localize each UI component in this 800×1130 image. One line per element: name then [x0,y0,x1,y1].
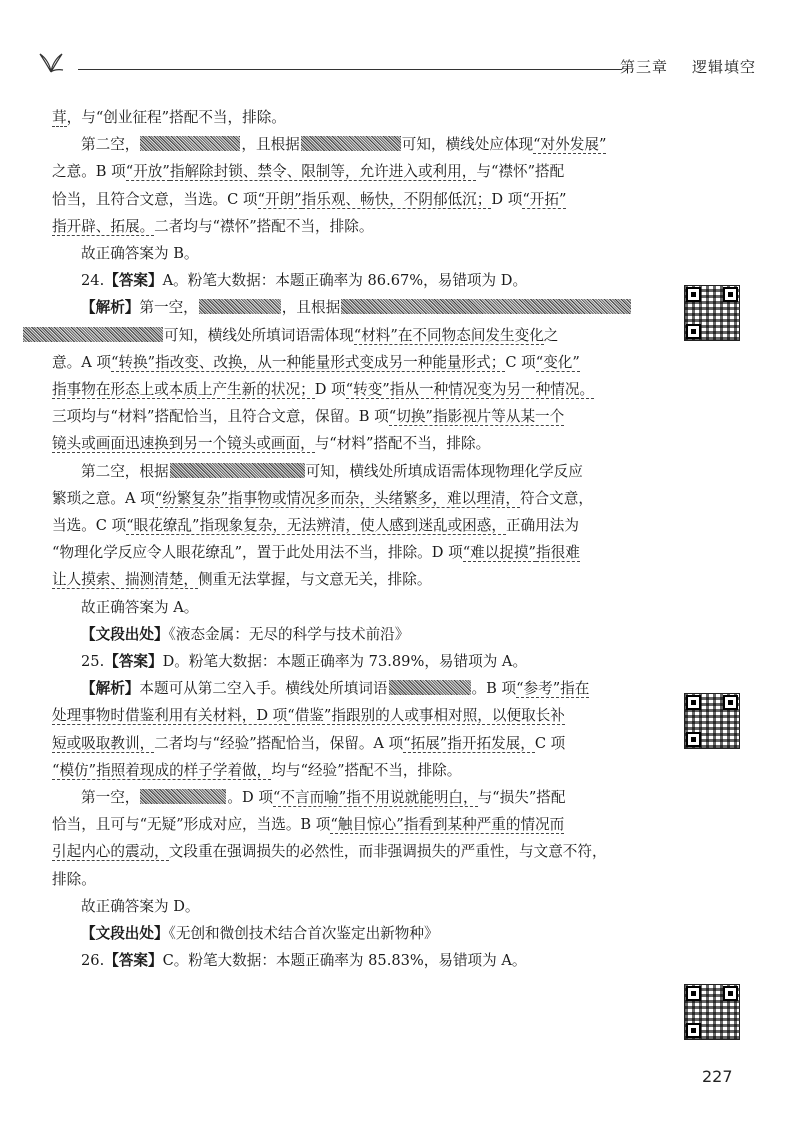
qr-code-icon[interactable] [684,984,740,1040]
text-run: 短或吸取教训， [52,734,155,752]
leaf-ornament-icon [38,50,64,74]
text-run: “物理化学反应令人眼花缭乱”，置于此处用法不当，排除。D 项 [52,544,463,562]
source-label: 【文段出处】 [81,925,169,943]
text-run: 本题可从第二空入手。横线处所填词语 [139,680,388,698]
text-run: 可知，横线处所填词语需体现 [164,326,354,344]
text-run: “创业征程” [95,109,170,126]
text-run: “转变”指从一种情况变为另一种情况。 [345,381,595,399]
paragraph [52,784,664,893]
text-run: “纷繁复杂”指事物或情况多而杂，头绪繁多，难以理清， [154,489,520,507]
text-run: 恰当，且符合文意，当选。C 项 [52,190,258,208]
text-run: 镜头或画面迅速换到另一个镜头或画面， [52,435,315,453]
redacted-text [199,299,281,314]
paragraph [52,675,664,784]
text-run: 意。A 项 [52,353,111,371]
paragraph: 故正确答案为 A。 [81,598,199,616]
text-run: 第一空， [139,299,198,317]
text-run: 二者均与“襟怀”搭配不当，排除。 [154,217,374,235]
qr-code-icon[interactable] [684,693,740,749]
redacted-text [301,136,401,151]
paragraph [52,458,664,594]
text-run: 指解除封锁、禁令、限制等，允许进入或利用， [169,163,477,181]
text-run: ，与 [66,109,96,126]
redacted-text [389,680,471,695]
text-run: “参考”指在 [516,680,590,698]
text-run: 文段重在强调损失的必然性，而非强调损失的严重性，与文意不符， [168,843,607,861]
text-run: 第一空， [81,789,140,807]
text-run: D 项 [491,190,523,208]
text-run: 均与“经验”搭配不当，排除。 [271,761,462,779]
redacted-text [341,299,631,314]
text-run: 正确用法为 [505,517,579,535]
text-run: 第二空， [81,136,140,154]
chapter-number: 第三章 [620,58,669,76]
redacted-text [140,789,226,804]
text-run: “触目惊心”指看到某种严重的情况而 [330,816,565,834]
text-run: 。B 项 [471,680,517,698]
text-run: “眼花缭乱”指现象复杂，无法辨清，使人感到迷乱或困惑， [126,517,506,535]
text-run: 引起内心的震动， [52,843,169,861]
question-number: 25. [81,653,105,671]
text-run: “对外发展” [533,136,607,154]
text-run: “材料”在不同物态间发生变化 [353,326,544,344]
text-run: 《液态金属：无尽的科学与技术前沿》 [168,625,410,643]
source-label: 【文段出处】 [81,625,169,643]
text-run: “开拓” [522,190,567,208]
text-run: 第二空，根据 [81,462,169,480]
text-run: 排除。 [52,870,96,888]
page-number: 227 [702,1067,733,1086]
text-run: C 项 [505,353,536,371]
text-run: 指开辟、拓展。 [52,217,155,235]
analysis-label: 【解析】 [81,680,140,698]
qr-code-icon[interactable] [684,285,740,341]
answer-label: 【答案】 [104,272,163,290]
header-rule [78,69,622,70]
text-run: D。粉笔大数据：本题正确率为 73.89%，易错项为 A。 [162,653,528,671]
text-run: “借鉴”指跟别的人或事相对照，以便取长补 [287,707,565,725]
text-run: 当选。C 项 [52,517,127,535]
text-run: ，且根据 [241,136,300,154]
paragraph [52,104,664,131]
text-run: 搭配不当，排除。 [169,109,286,126]
paragraph: 故正确答案为 B。 [81,245,199,263]
text-run: C 项 [534,734,566,752]
text-run: 二者均与“经验”搭配恰当，保留。A 项 [154,734,404,752]
text-run: 茸 [52,109,67,126]
text-run: “难以捉摸” [462,544,537,562]
paragraph: 故正确答案为 D。 [81,897,200,915]
text-run: 可知，横线处所填成语需体现物理化学反应 [305,462,583,480]
text-run: 之意。B 项 [52,163,126,181]
redacted-text [140,136,240,151]
chapter-title: 逻辑填空 [692,58,757,76]
text-run: A。粉笔大数据：本题正确率为 86.67%，易错项为 D。 [162,272,528,290]
text-run: 与“损失”搭配 [477,789,566,807]
text-run: 与“襟怀”搭配 [476,163,565,181]
text-run: D 项 [314,381,346,399]
text-run: 指乐观、畅快，不阴郁低沉； [301,190,492,208]
text-run: “拓展”指开拓发展， [403,734,535,752]
redacted-text [23,327,163,342]
answer-label: 【答案】 [104,952,163,970]
text-run: 之 [543,326,559,344]
source-line [52,920,664,947]
redacted-text [170,463,305,478]
answer-line [52,947,664,974]
answer-label: 【答案】 [104,653,163,671]
text-run: “变化” [535,353,580,371]
text-run: “开放” [125,163,170,181]
text-run: “开朗” [257,190,302,208]
text-run: 可知，横线处应体现 [401,136,534,154]
answer-line [52,267,664,294]
answer-line [52,648,664,675]
paragraph [52,294,664,457]
text-run: 恰当，且可与“无疑”形成对应，当选。B 项 [52,816,331,834]
text-run: ，且根据 [281,299,341,317]
paragraph [52,131,664,240]
text-run: 。D 项 [227,789,273,807]
text-run: 让人摸索、揣测清楚， [52,571,198,589]
text-run: 繁琐之意。A 项 [52,489,155,507]
text-run: “切换”指影视片等从某一个 [388,408,565,426]
text-run: 侧重无法掌握，与文意无关，排除。 [197,571,432,589]
page-body [52,104,664,975]
text-run: “模仿”指照着现成的样子学着做， [52,761,272,779]
text-run: 处理事物时借鉴利用有关材料，D 项 [52,707,288,725]
text-run: 与“材料”搭配不当，排除。 [314,435,491,453]
text-run: 指事物在形态上或本质上产生新的状况； [52,381,315,399]
question-number: 24. [81,272,105,290]
text-run: 三项均与“材料”搭配恰当，且符合文意，保留。B 项 [52,408,389,426]
text-run: “不言而喻”指不用说就能明白， [272,789,478,807]
text-run: 指很难 [536,544,580,562]
text-run: C。粉笔大数据：本题正确率为 85.83%，易错项为 A。 [162,952,527,970]
analysis-label: 【解析】 [81,299,140,317]
source-line [52,621,664,648]
text-run: 符合文意， [519,489,593,507]
page-header [30,50,770,80]
question-number: 26. [81,952,105,970]
text-run: “转换”指改变、改换，从一种能量形式变成另一种能量形式； [110,353,506,371]
text-run: 《无创和微创技术结合首次鉴定出新物种》 [168,925,439,943]
